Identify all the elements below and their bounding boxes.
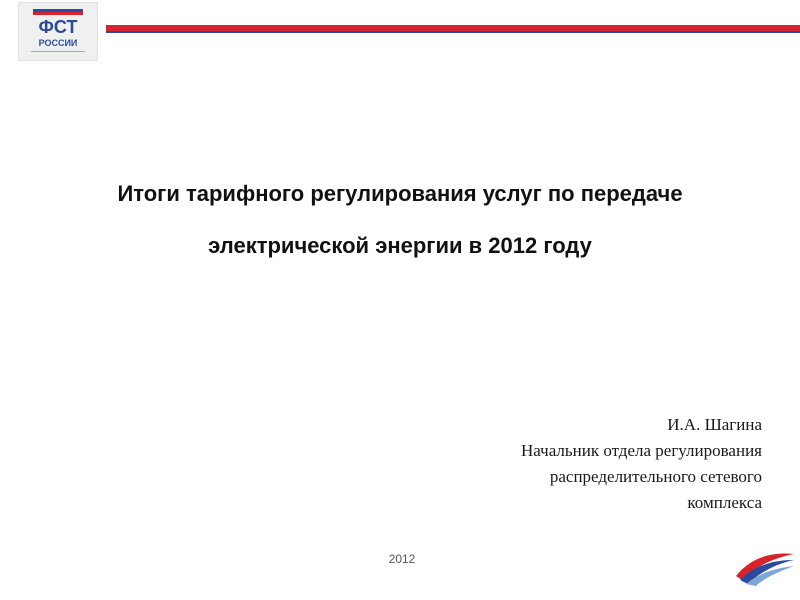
fst-logo-graphic [19, 3, 97, 60]
author-position-line-1: Начальник отдела регулирования [521, 441, 762, 460]
swoosh-icon [734, 546, 796, 586]
slide-title [20, 168, 780, 272]
title-line-1: Итоги тарифного регулирования услуг по передаче [117, 181, 683, 206]
title-line-2: электрической энергии в 2012 году [208, 233, 592, 258]
author-name: И.А. Шагина [667, 415, 762, 434]
author-block [402, 412, 762, 516]
logo-text-fst: ФСТ [38, 17, 78, 37]
author-position-line-2: распределительного сетевого [549, 467, 762, 486]
footer-year: 2012 [388, 552, 416, 566]
fst-logo [18, 2, 98, 61]
header-stripe-blue [106, 31, 800, 33]
author-position-line-3: комплекса [687, 493, 762, 512]
logo-text-russia: РОССИИ [38, 38, 78, 48]
